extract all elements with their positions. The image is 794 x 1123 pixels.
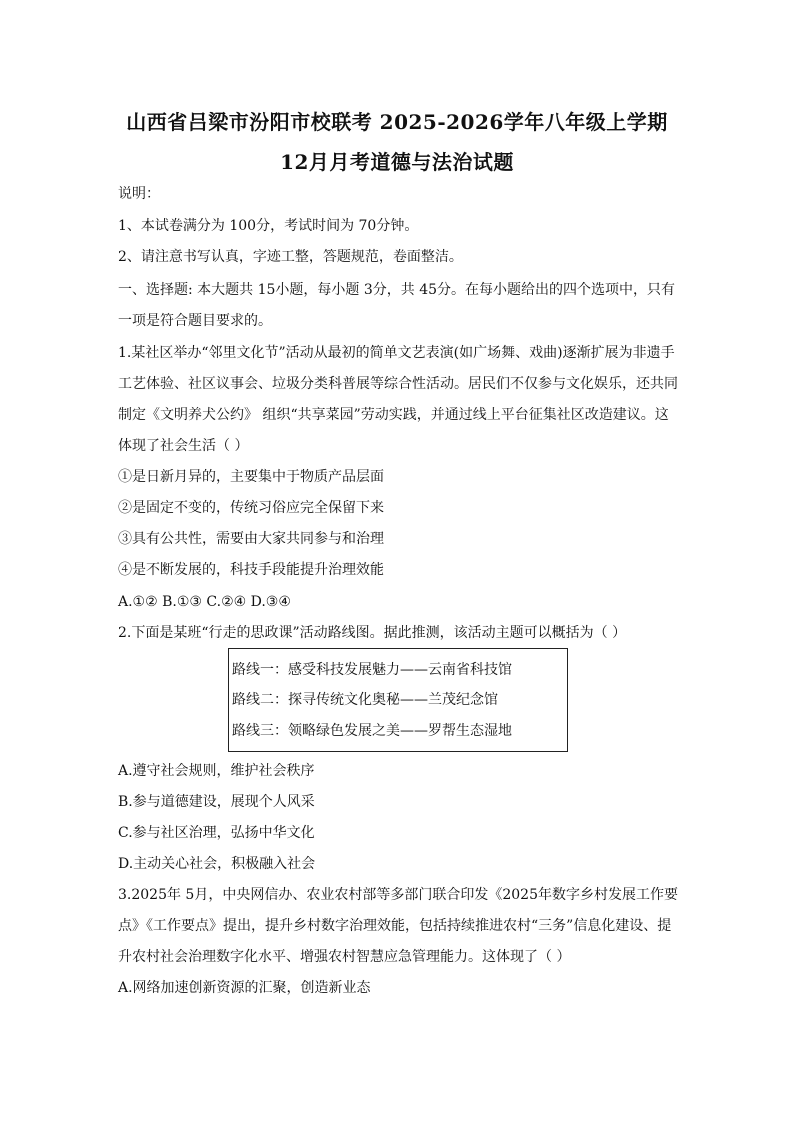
q1-choices: A.①② B.①③ C.②④ D.③④: [118, 594, 291, 610]
q2-stem: 2.下面是某班“行走的思政课”活动路线图。据此推测，该活动主题可以概括为（ ）: [118, 625, 627, 641]
q2-option-c: C.参与社区治理，弘扬中华文化: [118, 825, 315, 841]
q2-option-b: B.参与道德建设，展现个人风采: [118, 794, 315, 810]
q3-stem-line1: 3.2025年 5月，中央网信办、农业农村部等多部门联合印发《2025年数字乡村发展工作要: [118, 887, 678, 903]
q1-stem-line2: 工艺体验、社区议事会、垃圾分类科普展等综合性活动。居民们不仅参与文化娱乐，还共同: [118, 376, 678, 392]
q3-stem-line2: 点》《工作要点》提出，提升乡村数字治理效能，包括持续推进农村“三务”信息化建设、提: [118, 918, 672, 934]
q1-option-1: ①是日新月异的，主要集中于物质产品层面: [118, 469, 384, 485]
q3-stem-line3: 升农村社会治理数字化水平、增强农村智慧应急管理能力。这体现了（ ）: [118, 949, 571, 965]
q1-option-3: ③具有公共性，需要由大家共同参与和治理: [118, 531, 384, 547]
q1-stem-line3: 制定《文明养犬公约》 组织“共享菜园”劳动实践，并通过线上平台征集社区改造建议。这: [118, 407, 669, 423]
exam-title-line2: 12月月考道德与法治试题: [280, 150, 514, 174]
exam-title-line1: 山西省吕梁市汾阳市校联考 2025-2026学年八年级上学期: [126, 110, 668, 134]
q1-option-4: ④是不断发展的，科技手段能提升治理效能: [118, 562, 384, 578]
instructions-label: 说明：: [118, 186, 160, 202]
instruction-item-2: 2、请注意书写认真，字迹工整，答题规范，卷面整洁。: [118, 249, 463, 265]
q2-option-a: A.遵守社会规则，维护社会秩序: [118, 763, 315, 779]
route-1: 路线一：感受科技发展魅力——云南省科技馆: [232, 662, 512, 678]
q1-option-2: ②是固定不变的，传统习俗应完全保留下来: [118, 500, 384, 516]
route-3: 路线三：领略绿色发展之美——罗帮生态湿地: [232, 723, 512, 739]
q1-stem-line4: 体现了社会生活（ ）: [118, 438, 249, 454]
instruction-item-1: 1、本试卷满分为 100分，考试时间为 70分钟。: [118, 218, 419, 234]
q1-stem-line1: 1.某社区举办“邻里文化节”活动从最初的简单文艺表演(如广场舞、戏曲)逐渐扩展为非遗手: [118, 345, 675, 361]
route-2: 路线二：探寻传统文化奥秘——兰茂纪念馆: [232, 692, 498, 708]
q2-option-d: D.主动关心社会，积极融入社会: [118, 856, 316, 872]
section-heading-line1: 一、选择题: 本大题共 15小题，每小题 3分，共 45分。在每小题给出的四个选项中，只有: [118, 282, 676, 298]
section-heading-line2: 一项是符合题目要求的。: [118, 313, 272, 329]
q3-option-a: A.网络加速创新资源的汇聚，创造新业态: [118, 980, 371, 996]
